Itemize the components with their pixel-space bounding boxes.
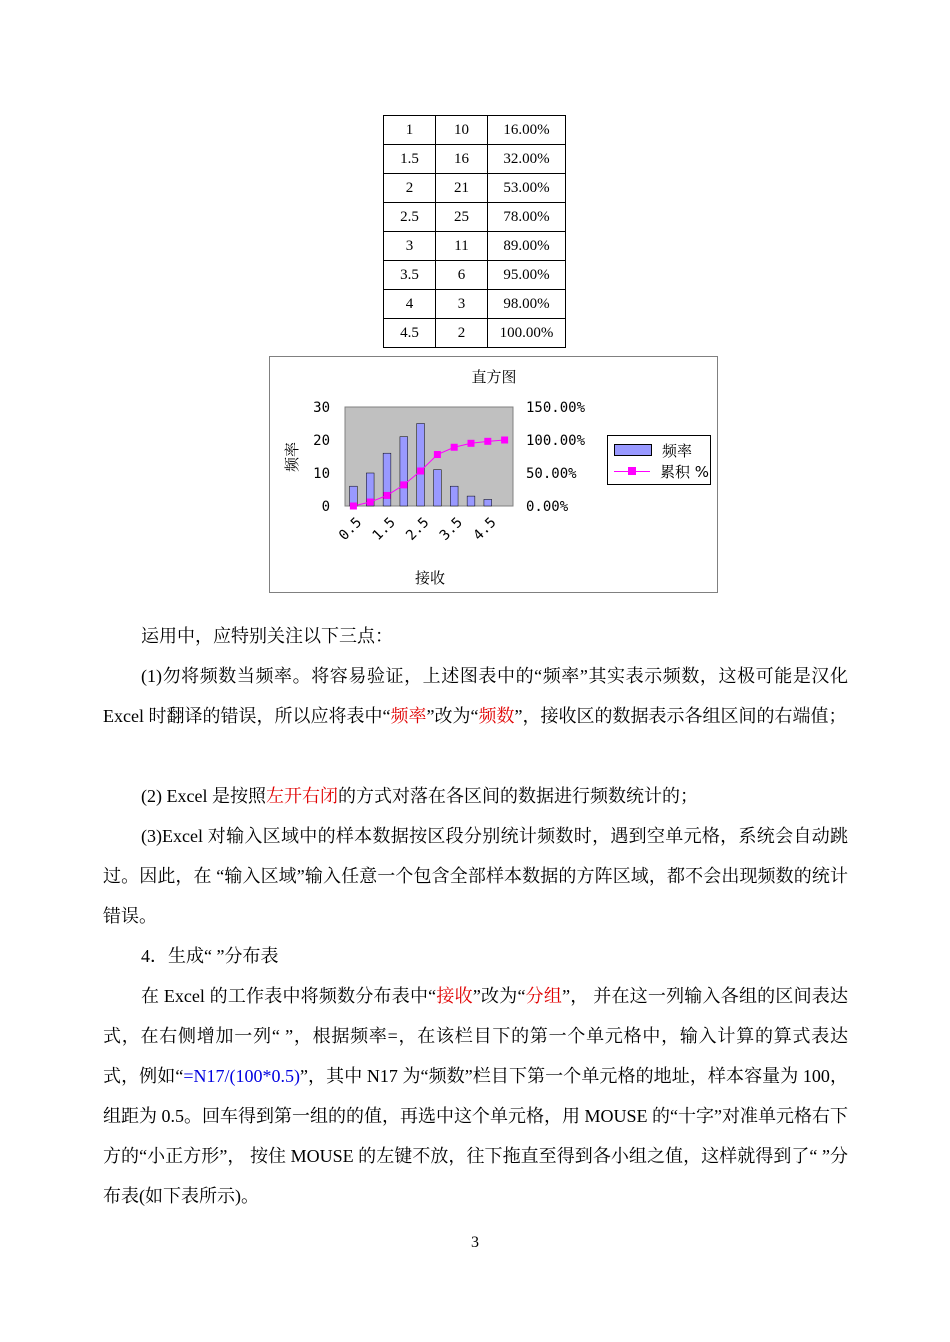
cumulative-point [468,440,475,447]
table-cell: 89.00% [488,232,566,261]
table-cell: 2 [436,319,488,348]
chart-title: 直方图 [471,368,517,386]
highlight-frequency: 频率 [390,706,427,726]
table-cell: 95.00% [488,261,566,290]
histogram-bar [484,499,492,506]
paragraph-instructions: 在 Excel 的工作表中将频数分布表中“接收”改为“分组”， 并在这一列输入各组的区间表达式，在右侧增加一列“ ”，根据频率=，在该栏目下的第一个单元格中，输入计算的算式表达式，例如“=N17/(100*0.5)”，其中 N17 为“频数”栏目下第一个单元格的地址，样本容量为 100，组距为 0.5。回车得到第一组的的值，再选中这个单元格，用 MOUSE 的“十字”对准单元格右下方的“小正方形”， 按住 MOUSE 的左键不放，往下拖直至得到各小组之值，这样就得到了“ ”分布表(如下表所示)。 [103,986,849,1206]
table-cell: 98.00% [488,290,566,319]
table-row [384,319,566,348]
table-cell: 100.00% [488,319,566,348]
section-heading: 4．生成“ ”分布表 [141,946,279,966]
cumulative-point [350,503,357,510]
table-cell: 32.00% [488,145,566,174]
table-cell: 2 [384,174,436,203]
table-cell: 53.00% [488,174,566,203]
table-row [384,203,566,232]
highlight-count: 频数 [478,706,515,726]
frequency-table [383,115,566,348]
page-number: 3 [471,1234,479,1251]
histogram-bar [450,486,458,506]
paragraph-point-1: (1)勿将频数当频率。将容易验证，上述图表中的“频率”其实表示频数，这极可能是汉化 Excel 时翻译的错误，所以应将表中“频率”改为“频数”，接收区的数据表示各组区间的右端值； [103,666,848,726]
cumulative-point [400,481,407,488]
y-axis-label: 频率 [283,441,301,473]
table-cell: 1 [384,116,436,145]
table-cell: 25 [436,203,488,232]
highlight-group: 分组 [525,986,563,1006]
table-cell: 10 [436,116,488,145]
histogram-bar [400,437,408,506]
legend-item-cumulative [614,461,709,481]
table-cell: 1.5 [384,145,436,174]
y2-tick-label: 50.00% [526,466,577,482]
x-tick-label: 4.5 [470,514,500,544]
y-tick-label: 0 [321,499,330,515]
cumulative-point [367,499,374,506]
table-cell: 4 [384,290,436,319]
table-row [384,290,566,319]
chart-legend [607,435,711,485]
x-tick-label: 1.5 [369,514,399,544]
x-axis-label: 接收 [414,569,446,587]
cumulative-point [451,444,458,451]
y-tick-label: 10 [313,466,330,482]
table-cell: 21 [436,174,488,203]
cumulative-point [484,438,491,445]
x-tick-label: 3.5 [436,514,466,544]
table-cell: 3 [436,290,488,319]
table-row [384,232,566,261]
y-tick-label: 20 [313,433,330,449]
table-cell: 3 [384,232,436,261]
highlight-interval: 左开右闭 [265,786,338,806]
cumulative-point [501,437,508,444]
table-cell: 6 [436,261,488,290]
table-cell: 2.5 [384,203,436,232]
histogram-bar [417,424,425,507]
formula-text: =N17/(100*0.5) [183,1066,300,1086]
table-cell: 11 [436,232,488,261]
table-cell: 16 [436,145,488,174]
table-cell: 3.5 [384,261,436,290]
cumulative-point [384,492,391,499]
highlight-receive: 接收 [436,986,473,1006]
y2-tick-label: 150.00% [526,400,586,416]
histogram-chart [269,356,718,593]
table-row [384,174,566,203]
histogram-bar [434,470,442,506]
table-cell: 4.5 [384,319,436,348]
x-tick-label: 2.5 [403,514,433,544]
y2-tick-label: 100.00% [526,433,586,449]
legend-line-swatch [614,466,650,476]
table-cell: 16.00% [488,116,566,145]
paragraph-point-3: (3)Excel 对输入区域中的样本数据按区段分别统计频数时，遇到空单元格，系统会自动跳过。因此，在 “输入区域”输入任意一个包含全部样本数据的方阵区域，都不会出现频数的统计错误。 [103,826,848,926]
legend-bar-swatch [614,444,652,456]
legend-item-frequency [614,440,692,460]
legend-label-frequency: 频率 [662,441,693,460]
y2-tick-label: 0.00% [526,499,569,515]
histogram-bar [467,496,475,506]
x-tick-label: 0.5 [335,514,366,544]
legend-label-cumulative: 累积 % [660,462,710,481]
paragraph-point-2: (2) Excel 是按照左开右闭的方式对落在各区间的数据进行频数统计的； [141,786,698,806]
table-row [384,145,566,174]
cumulative-point [417,468,424,475]
table-row [384,116,566,145]
paragraph-intro: 运用中，应特别关注以下三点： [141,626,393,646]
y-tick-label: 30 [313,400,330,416]
table-cell: 78.00% [488,203,566,232]
cumulative-point [434,451,441,458]
table-row [384,261,566,290]
